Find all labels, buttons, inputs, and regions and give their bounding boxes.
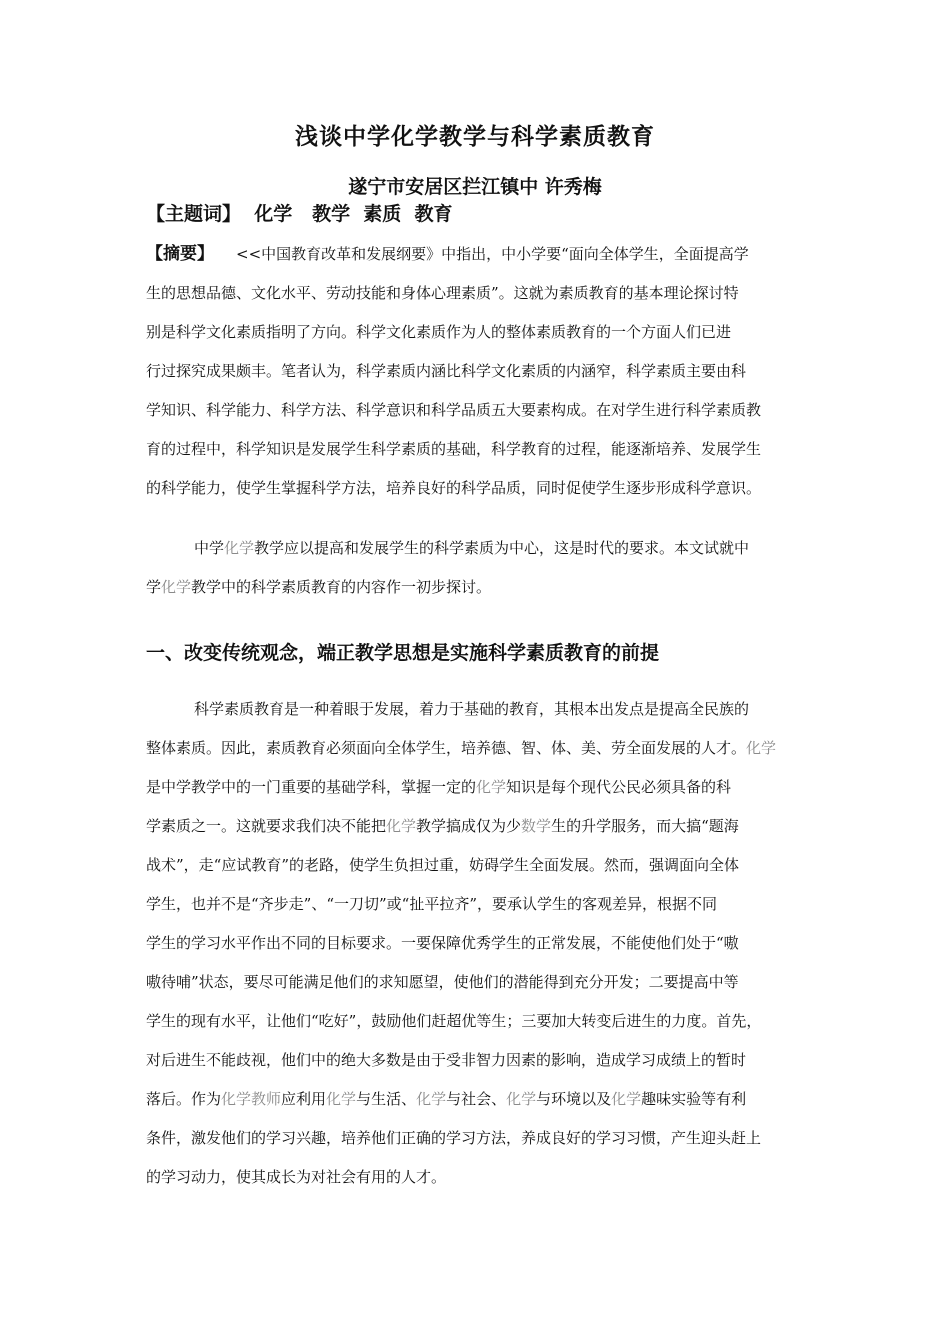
abstract-label: 【摘要】 — [146, 244, 214, 264]
section-text: 对后进生不能歧视，他们中的绝大多数是由于受非智力因素的影响，造成学习成绩上的暂时 — [146, 1051, 747, 1069]
section-text: 学生，也并不是“齐步走”、“一刀切”或“扯平拉齐”，要承认学生的客观差异，根据不同 — [146, 895, 718, 913]
abstract-line: 学知识、科学能力、科学方法、科学意识和科学品质五大要素构成。在对学生进行科学素质教 — [146, 401, 762, 419]
abstract-line: 的科学能力，使学生掌握科学方法，培养良好的科学品质，同时促使学生逐步形成科学意识。 — [146, 479, 762, 497]
abstract-line: 育的过程中，科学知识是发展学生科学素质的基础，科学教育的过程，能逐渐培养、发展学生 — [146, 440, 762, 458]
intro-text: 中学 — [194, 539, 225, 557]
section-line — [146, 1011, 816, 1031]
section-text: 教学搞成仅为少 — [416, 817, 522, 835]
section-text: 整体素质。因此，素质教育必须面向全体学生，培养德、智、体、美、劳全面发展的人才。 — [146, 739, 747, 757]
intro-line — [146, 538, 816, 558]
section-line — [146, 855, 816, 875]
keyword-link: 化学 — [746, 739, 777, 757]
section-text: 学素质之一。这就要求我们决不能把 — [146, 817, 387, 835]
keyword-link: 化学 — [476, 778, 507, 796]
abstract-text: <<中国教育改革和发展纲要》中指出，中小学要“面向全体学生，全面提高学 — [236, 245, 749, 263]
keyword-link: 化学 — [161, 578, 192, 596]
document-title: 浅谈中学化学教学与科学素质教育 — [295, 124, 655, 150]
section-text: 战术”，走“应试教育”的老路，使学生负担过重，妨碍学生全面发展。然而，强调面向全体 — [146, 856, 740, 874]
keyword-link: 化学 — [611, 1090, 642, 1108]
keyword-link: 化学 — [416, 1090, 447, 1108]
section-line — [146, 816, 816, 836]
section-text: 知识是每个现代公民必须具备的科 — [506, 778, 732, 796]
section-text: 科学素质教育是一种着眼于发展，着力于基础的教育，其根本出发点是提高全民族的 — [194, 700, 750, 718]
keywords-line: 【主题词】 化学 教学 素质 教育 — [146, 203, 453, 225]
keyword-link: 化学 — [386, 817, 417, 835]
keyword-link: 化学教师 — [221, 1090, 282, 1108]
section-text: 嗷待哺”状态，要尽可能满足他们的求知愿望，使他们的潜能得到充分开发；二要提高中等 — [146, 973, 739, 991]
intro-text: 教学中的科学素质教育的内容作一初步探讨。 — [191, 578, 492, 596]
keyword-link: 化学 — [326, 1090, 357, 1108]
section-text: 与生活、 — [356, 1090, 417, 1108]
section-line — [146, 933, 816, 953]
section-text: 是中学教学中的一门重要的基础学科，掌握一定的 — [146, 778, 477, 796]
abstract-line: 别是科学文化素质指明了方向。科学文化素质作为人的整体素质教育的一个方面人们已进 — [146, 323, 732, 341]
section-text: 应利用 — [281, 1090, 327, 1108]
keyword-link: 化学 — [506, 1090, 537, 1108]
section-line — [146, 1089, 816, 1109]
keyword-link: 化学 — [224, 539, 255, 557]
section-text: 与环境以及 — [536, 1090, 612, 1108]
intro-text: 学 — [146, 578, 162, 596]
intro-line — [146, 577, 816, 597]
section-text: 落后。作为 — [146, 1090, 222, 1108]
section-heading: 一、改变传统观念，端正教学思想是实施科学素质教育的前提 — [146, 642, 660, 664]
section-line — [146, 738, 816, 758]
section-text: 学生的学习水平作出不同的目标要求。一要保障优秀学生的正常发展，不能使他们处于“嗷 — [146, 934, 739, 952]
keyword-link: 数学 — [521, 817, 552, 835]
abstract-line — [146, 244, 816, 264]
section-text: 与社会、 — [446, 1090, 507, 1108]
section-text: 学生的现有水平，让他们“吃好”，鼓励他们赶超优等生；三要加大转变后进生的力度。首先， — [146, 1012, 762, 1030]
section-line — [146, 777, 816, 797]
section-text: 生的升学服务，而大搞“题海 — [551, 817, 739, 835]
section-text: 的学习动力，使其成长为对社会有用的人才。 — [146, 1168, 447, 1186]
abstract-line: 行过探究成果颇丰。笔者认为，科学素质内涵比科学文化素质的内涵窄，科学素质主要由科 — [146, 362, 747, 380]
abstract-line: 生的思想品德、文化水平、劳动技能和身体心理素质”。这就为素质教育的基本理论探讨特 — [146, 284, 739, 302]
section-line — [146, 1050, 816, 1070]
section-line — [146, 1167, 816, 1187]
section-line — [146, 894, 816, 914]
section-text: 趣味实验等有利 — [641, 1090, 747, 1108]
section-line — [146, 1128, 816, 1148]
section-line — [146, 699, 816, 719]
section-line — [146, 972, 816, 992]
author-line: 遂宁市安居区拦江镇中 许秀梅 — [348, 176, 602, 198]
intro-text: 教学应以提高和发展学生的科学素质为中心，这是时代的要求。本文试就中 — [254, 539, 750, 557]
section-text: 条件，激发他们的学习兴趣，培养他们正确的学习方法，养成良好的学习习惯，产生迎头赶上 — [146, 1129, 762, 1147]
